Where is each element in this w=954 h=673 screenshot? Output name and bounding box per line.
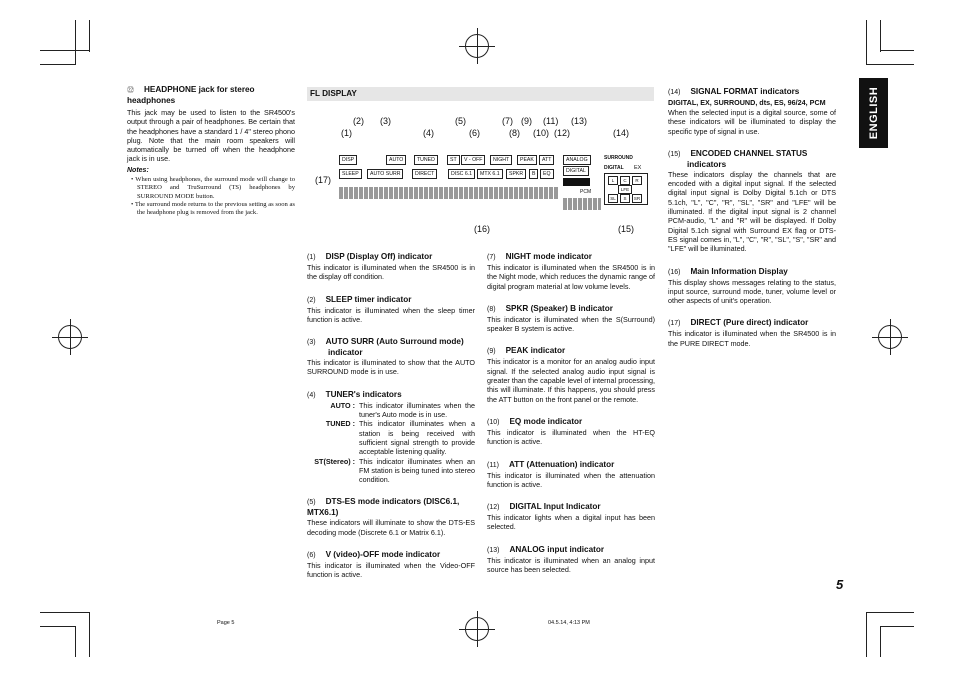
fl-display-header-bar [307, 87, 654, 101]
main-information-display [339, 187, 559, 199]
headphone-heading [127, 85, 295, 106]
crop-mark [40, 612, 90, 613]
digital-indicator: DIGITAL [563, 166, 589, 176]
pcm-label: PCM [580, 189, 592, 195]
registration-mark [58, 325, 82, 349]
section-disp [307, 252, 475, 282]
tuner-key: TUNED : [325, 419, 355, 429]
analog-indicator: ANALOG [563, 155, 591, 165]
callout-6: (6) [469, 128, 480, 138]
crop-mark [40, 50, 90, 51]
disp-indicator: DISP [339, 155, 357, 165]
registration-mark [878, 325, 902, 349]
section-dts-es [307, 497, 475, 537]
tuner-value: This indicator illuminates when the tuner's Auto mode is in use. [359, 400, 475, 420]
section-subtitle: DIGITAL, EX, SURROUND, dts, ES, 96/24, PCM [668, 98, 826, 107]
callout-7: (7) [502, 116, 513, 126]
direct-indicator: DIRECT [412, 169, 437, 179]
tuner-value: This indicator illuminates when a station is being received with sufficient signal strength to provide acceptable listening quality. [359, 419, 475, 457]
callout-4: (4) [423, 128, 434, 138]
item-number: (1) [307, 254, 316, 261]
column-3 [487, 252, 655, 574]
footer-timestamp: 04.5.14, 4:13 PM [548, 620, 590, 626]
section-body: This indicator is illuminated when the Video-OFF function is active. [307, 561, 475, 580]
headphone-body: This jack may be used to listen to the SR4500's output through a pair of headphones. Be certain that the headphones have a standard 1 / 4" stereo phono plug. Note that the main room speakers will automatically be turned off when the headphone jack is in use. [127, 108, 295, 164]
item-number: (2) [307, 296, 316, 304]
section-title: DISP (Display Off) indicator [325, 252, 433, 261]
section-digital [487, 502, 655, 532]
section-title: NIGHT mode indicator [505, 252, 592, 261]
section-spkr [487, 304, 655, 334]
registration-mark [465, 34, 489, 58]
callout-5: (5) [455, 116, 466, 126]
crop-mark [75, 626, 76, 657]
section-body: This display shows messages relating to the status, input source, surround mode, tuner, volume level or other aspects of unit's operation. [668, 277, 836, 306]
section-night [487, 252, 655, 291]
fl-display-title: FL DISPLAY [310, 89, 357, 98]
footer-page-label: Page 5 [217, 620, 235, 626]
section-body: This indicator is illuminated when the SR4500 is in the PURE DIRECT mode. [668, 329, 836, 348]
section-eq [487, 417, 655, 447]
section-title: ATT (Attenuation) indicator [508, 459, 615, 469]
item-number: (9) [487, 348, 496, 356]
channel-sl: SL [608, 194, 618, 203]
section-body: This indicator is illuminated when the SR4500 is in the Night mode, which reduces the dynamic range of digital program material at low volume levels. [487, 263, 655, 291]
language-tab-label: ENGLISH [867, 86, 880, 140]
item-number: (4) [307, 391, 316, 399]
section-body: This indicator is a monitor for an analog audio input signal. If the selected analog audio input signal is greater than the capable level of internal processing, this will illuminate. If this happens, you should press the ATT button on the front panel or the remote. [487, 357, 655, 404]
section-title: SLEEP timer indicator [325, 294, 412, 304]
channel-l: L [608, 176, 618, 185]
night-indicator: NIGHT [490, 155, 512, 165]
notes-title: Notes: [127, 166, 149, 174]
section-body: These indicators display the channels that are encoded with a digital input signal. If the selected digital input signal is Dolby Digital 5.1ch or DTS 5.1ch, "L", "C", "R", "SL", "SR" and "LFE" will be illuminated. If the digital input signal is 2 channel PCM-audio, "L" and "R" will be displayed. If Dolby Digital 5.1ch signal with Surround EX flag or DTS-ES signal comes in, "L", "C", "R", "SL", "S", "SR" and "LFE" will be illuminated. [668, 169, 836, 254]
callout-14: (14) [613, 128, 630, 138]
callout-2: (2) [353, 116, 364, 126]
callout-17: (17) [315, 175, 332, 185]
st-indicator: ST [447, 155, 460, 165]
section-peak [487, 346, 655, 403]
section-title: ENCODED CHANNEL STATUS indicators [687, 148, 808, 169]
item-number: (16) [668, 268, 681, 276]
section-main-info [668, 267, 836, 306]
callout-12: (12) [554, 128, 571, 138]
tuner-value: This indicator illuminates when an FM station is being tuned into stereo condition. [359, 456, 475, 485]
tuner-key: ST(Stereo) : [314, 456, 355, 466]
section-title: DIGITAL Input Indicator [509, 502, 601, 512]
mtx61-indicator: MTX 6.1 [477, 169, 503, 179]
crop-mark [40, 626, 76, 627]
section-title: DTS-ES mode indicators (DISC6.1, MTX6.1) [307, 497, 460, 518]
callout-9: (9) [521, 116, 532, 126]
callout-11: (11) [543, 116, 559, 126]
column-4 [668, 87, 836, 348]
auto-indicator: AUTO [386, 155, 406, 165]
tuner-row [307, 457, 475, 485]
page-number: 5 [836, 577, 844, 592]
callout-3: (3) [380, 116, 391, 126]
item-number: (12) [487, 504, 500, 512]
att-indicator: ATT [539, 155, 554, 165]
crop-mark [866, 64, 914, 65]
item-number: (6) [307, 552, 316, 560]
crop-mark [880, 20, 881, 52]
auto-surr-indicator: AUTO SURR [367, 169, 403, 179]
section-auto-surr [307, 337, 475, 377]
crop-mark [75, 20, 76, 65]
callout-10: (10) [533, 128, 550, 138]
section-signal-format [668, 87, 836, 136]
section-tuner [307, 390, 475, 485]
note-item: • When using headphones, the surround mode will change to STEREO and TruSurround (TS) headphones by SURROUND MODE button. [131, 175, 295, 200]
section-title: Main Information Display [690, 266, 788, 276]
spkr-indicator: SPKR [506, 169, 526, 179]
crop-mark [880, 626, 881, 657]
item-number: (5) [307, 499, 316, 507]
note-text: The surround mode returns to the previous setting as soon as the headphone plug is removed from the jack. [134, 201, 295, 217]
headphone-title: HEADPHONE jack for stereo headphones [127, 85, 255, 105]
section-title: AUTO SURR (Auto Surround mode) indicator [325, 337, 464, 358]
channel-sr: SR [633, 196, 641, 201]
section-direct [668, 318, 836, 348]
section-title: V (video)-OFF mode indicator [325, 550, 441, 560]
registration-mark [465, 617, 489, 641]
channel-lfe: LFE [618, 185, 632, 194]
section-encoded-channel [668, 149, 836, 254]
crop-mark [880, 50, 914, 51]
crop-mark [866, 20, 867, 65]
tuner-row [307, 401, 475, 420]
section-body: This indicator is illuminated when the sleep timer function is active. [307, 305, 475, 324]
section-att [487, 460, 655, 490]
main-information-display-right [563, 198, 601, 210]
section-body: This indicator is illuminated when an analog input source has been selected. [487, 555, 655, 575]
section-body: This indicator lights when a digital input has been selected. [487, 513, 655, 532]
callout-8: (8) [509, 128, 520, 138]
section-title: DIRECT (Pure direct) indicator [690, 318, 809, 328]
tuner-row [307, 419, 475, 456]
section-body: These indicators will illuminate to show the DTS-ES decoding mode (Discrete 6.1 or Matrix 6.1). [307, 518, 475, 537]
channel-r: R [632, 176, 642, 185]
callout-13: (13) [571, 116, 588, 126]
voff-indicator: V - OFF [461, 155, 485, 165]
section-title: TUNER's indicators [325, 389, 402, 399]
section-title: PEAK indicator [505, 346, 566, 356]
section-title: EQ mode indicator [509, 416, 583, 426]
section-body: This indicator is illuminated when the S(Surround) speaker B system is active. [487, 314, 655, 334]
crop-mark [880, 626, 914, 627]
surround-logo: SURROUND [604, 155, 633, 161]
item-number: (3) [307, 339, 316, 347]
item-number: (15) [668, 150, 681, 158]
item-number: (10) [487, 418, 500, 426]
note-item: • The surround mode returns to the previous setting as soon as the headphone plug is removed from the jack. [131, 201, 295, 217]
column-2 [307, 252, 475, 580]
item-number: (7) [487, 254, 496, 261]
crop-mark [866, 612, 867, 657]
eq-indicator: EQ [540, 169, 554, 179]
headphone-section [127, 85, 295, 218]
item-number: ㉒ [127, 87, 134, 94]
section-v-off [307, 550, 475, 580]
channel-c: C [620, 176, 630, 185]
digital-logo: DIGITAL [604, 165, 624, 171]
section-title: SIGNAL FORMAT indicators [690, 87, 800, 96]
item-number: (14) [668, 89, 681, 96]
section-body: This indicator is illuminated when the attenuation function is active. [487, 470, 655, 489]
callout-1: (1) [341, 128, 352, 138]
section-body: This indicator is illuminated to show that the AUTO SURROUND mode is in use. [307, 358, 475, 377]
speaker-b-indicator: B [529, 169, 538, 179]
section-title: ANALOG input indicator [509, 544, 605, 554]
crop-mark [40, 64, 76, 65]
crop-mark [89, 20, 90, 52]
callout-16: (16) [474, 224, 491, 234]
channel-s: S [620, 194, 630, 203]
crop-mark [866, 612, 914, 613]
language-tab [859, 78, 888, 148]
section-body: This indicator is illuminated when the SR4500 is in the display off condition. [307, 263, 475, 282]
tuner-table [307, 401, 475, 485]
note-text: When using headphones, the surround mode will change to STEREO and TruSurround (TS) headphones by SURROUND MODE button. [135, 175, 295, 200]
section-analog [487, 545, 655, 575]
item-number: (8) [487, 305, 496, 313]
crop-mark [89, 612, 90, 657]
dts-logo [563, 178, 590, 186]
section-title: SPKR (Speaker) B indicator [505, 303, 613, 313]
tuned-indicator: TUNED [414, 155, 438, 165]
disc61-indicator: DISC 6.1 [448, 169, 475, 179]
callout-15: (15) [618, 224, 635, 234]
section-body: When the selected input is a digital source, some of these indicators will be illuminated to display the specific type of signal in use. [668, 108, 836, 136]
section-body: This indicator is illuminated when the HT-EQ function is active. [487, 427, 655, 447]
peak-indicator: PEAK [517, 155, 537, 165]
ex-label: EX [634, 165, 642, 171]
item-number: (11) [487, 461, 499, 469]
item-number: (17) [668, 320, 681, 328]
tuner-key: AUTO : [330, 400, 355, 410]
sleep-indicator: SLEEP [339, 169, 362, 179]
section-sleep [307, 295, 475, 325]
item-number: (13) [487, 546, 500, 554]
